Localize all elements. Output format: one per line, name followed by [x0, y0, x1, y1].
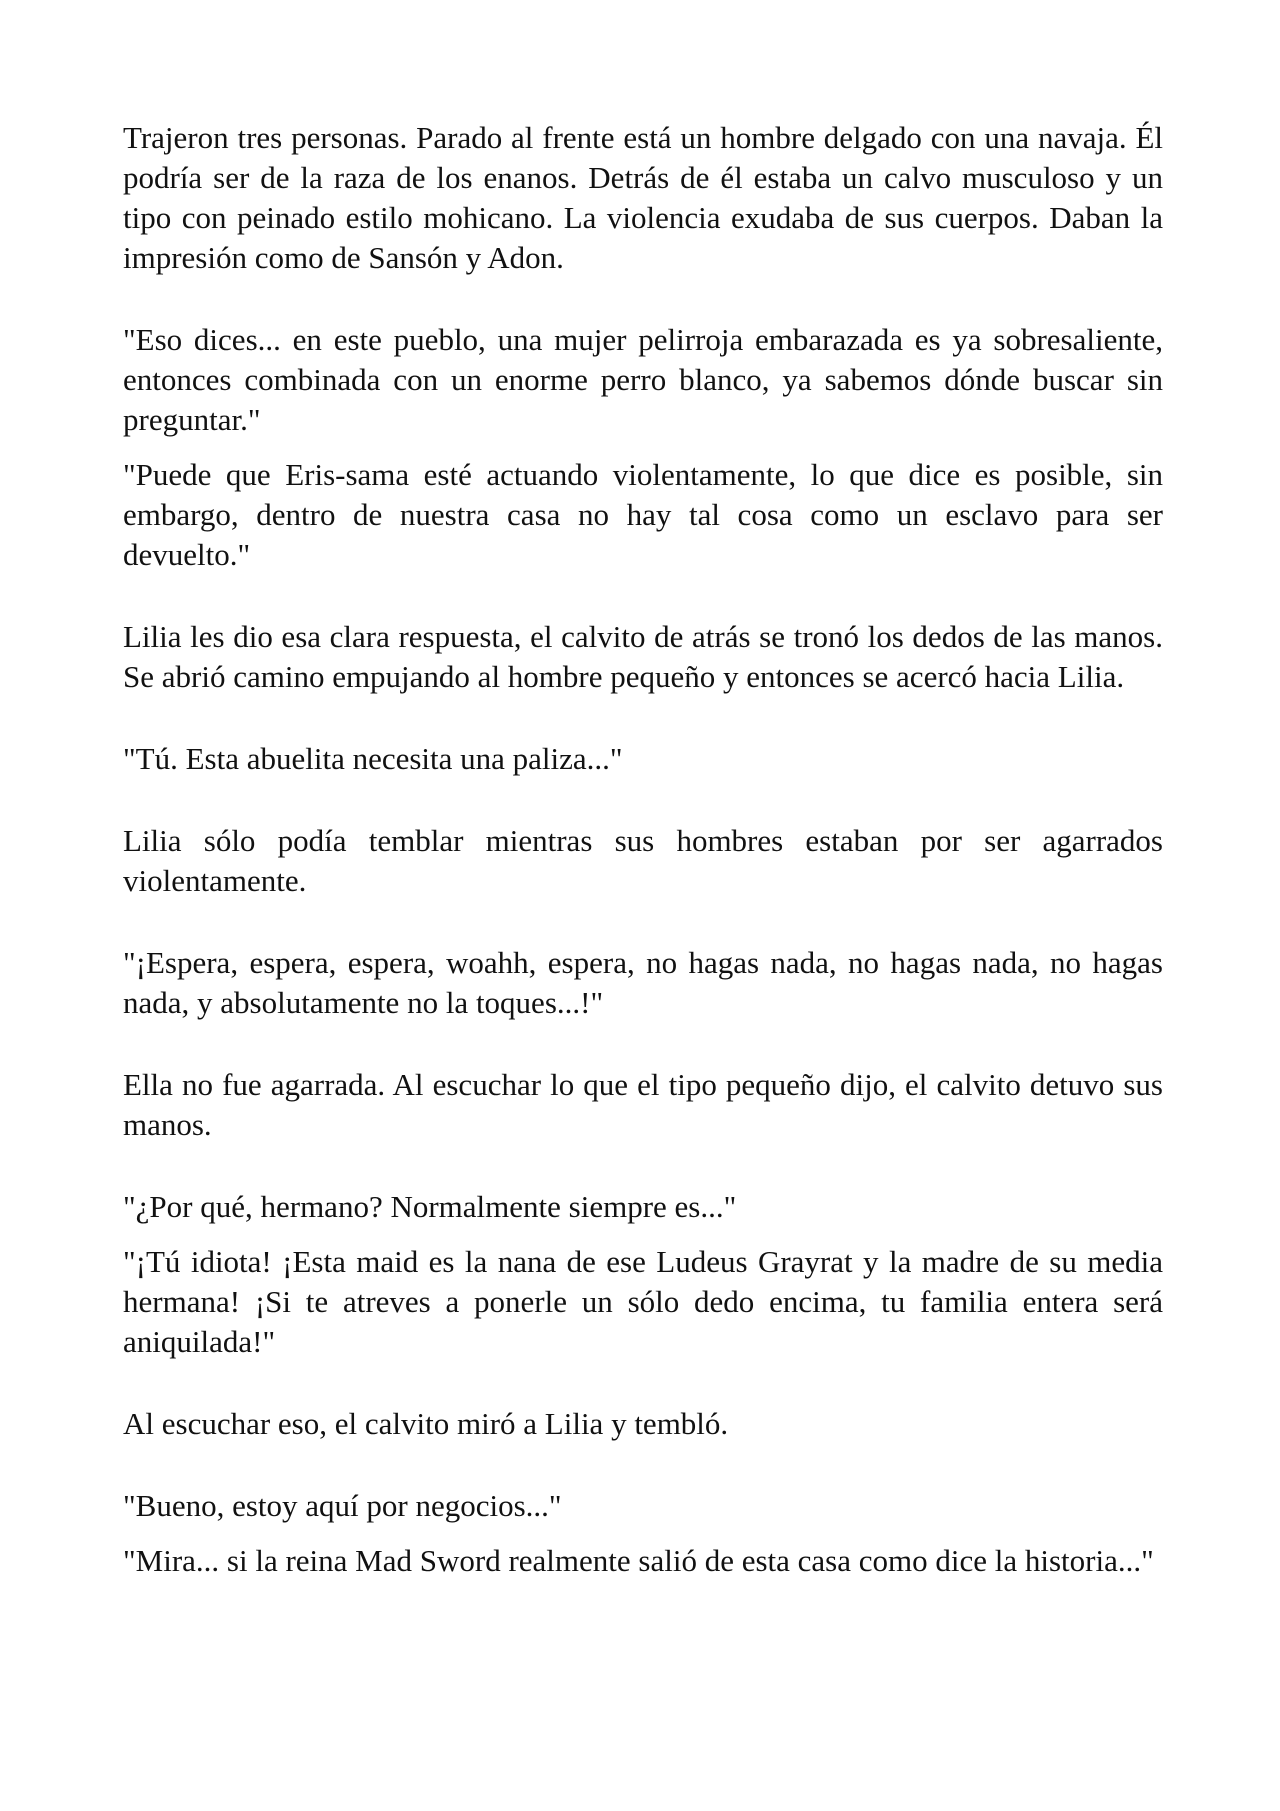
paragraph-7: "¡Espera, espera, espera, woahh, espera, no hagas nada, no hagas nada, no hagas nada, y absolutamente no la toques...!"	[123, 945, 1163, 1020]
paragraph-1: Trajeron tres personas. Parado al frente está un hombre delgado con una navaja. Él podría ser de la raza de los enanos. Detrás de él estaba un calvo musculoso y un tipo con peinado estilo mohicano. La violencia exudaba de sus cuerpos. Daban la impresión como de Sansón y Adon.	[123, 120, 1163, 275]
paragraph-2: "Eso dices... en este pueblo, una mujer pelirroja embarazada es ya sobresaliente, entonces combinada con un enorme perro blanco, ya sabemos dónde buscar sin preguntar."	[123, 322, 1163, 437]
paragraph-9: "¿Por qué, hermano? Normalmente siempre es..."	[123, 1189, 737, 1224]
paragraph-6: Lilia sólo podía temblar mientras sus hombres estaban por ser agarrados violentamente.	[123, 823, 1163, 898]
paragraph-3: "Puede que Eris-sama esté actuando violentamente, lo que dice es posible, sin embargo, dentro de nuestra casa no hay tal cosa como un esclavo para ser devuelto."	[123, 457, 1163, 572]
paragraph-13: "Mira... si la reina Mad Sword realmente salió de esta casa como dice la historia..."	[123, 1543, 1154, 1578]
paragraph-10: "¡Tú idiota! ¡Esta maid es la nana de ese Ludeus Grayrat y la madre de su media hermana! ¡Si te atreves a ponerle un sólo dedo encima, tu familia entera será aniquilada!"	[123, 1244, 1163, 1359]
paragraph-11: Al escuchar eso, el calvito miró a Lilia y tembló.	[123, 1406, 729, 1441]
document-page	[123, 118, 1163, 1581]
paragraph-4: Lilia les dio esa clara respuesta, el calvito de atrás se tronó los dedos de las manos. Se abrió camino empujando al hombre pequeño y entonces se acercó hacia Lilia.	[123, 619, 1163, 694]
paragraph-5: "Tú. Esta abuelita necesita una paliza..."	[123, 741, 623, 776]
paragraph-12: "Bueno, estoy aquí por negocios..."	[123, 1488, 562, 1523]
paragraph-8: Ella no fue agarrada. Al escuchar lo que el tipo pequeño dijo, el calvito detuvo sus manos.	[123, 1067, 1163, 1142]
